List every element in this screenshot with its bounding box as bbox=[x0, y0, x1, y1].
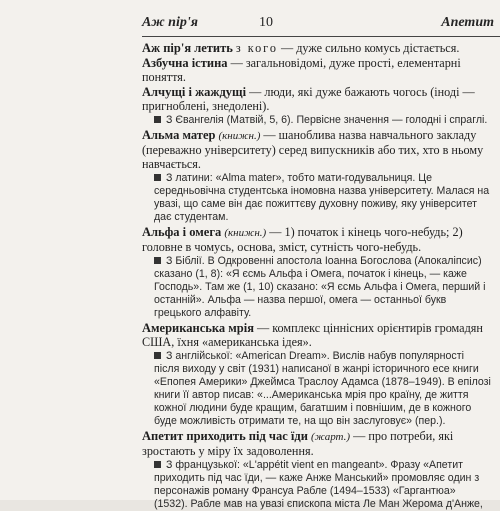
entry bbox=[142, 85, 492, 113]
entry-grammar: (книжн.) bbox=[218, 130, 261, 142]
entry-definition: — комплекс ціннісних орієнтирів громадян США, їхня «американська ідея». bbox=[142, 321, 483, 349]
entry-headword: Азбучна істина bbox=[142, 56, 228, 70]
entry-definition: — шаноблива назва навчального закладу (переважно університету) серед випускників або тих, хто в ньому навчається. bbox=[142, 128, 484, 171]
header-rule bbox=[142, 36, 500, 37]
entry-headword: Альфа і омега bbox=[142, 225, 222, 239]
square-bullet-icon bbox=[154, 174, 161, 181]
entry bbox=[142, 128, 492, 171]
entry-grammar: (жарт.) bbox=[310, 431, 351, 443]
entry-note: З Біблії. В Одкровенні апостола Іоанна Богослова (Апокаліпсис) сказано (1, 8): «Я єсмь Альфа і Омега, початок і кінець, — каже Господь». Там же (1, 10) сказано: «Я єсмь Альфа і Омега, перший і останній». Альфа — назва першої, омега — останньої букв грецького алфавіту. bbox=[154, 255, 486, 319]
entry-headword: Апетит приходить під час їди bbox=[142, 429, 308, 443]
entry-definition: — люди, які дуже бажають чогось (іноді — пригноблені, знедолені). bbox=[142, 85, 475, 113]
entry-definition: — дуже сильно комусь дістається. bbox=[277, 41, 460, 55]
dictionary-body bbox=[142, 40, 492, 511]
entry-definition: — про потреби, які зростають у міру їх задоволення. bbox=[142, 429, 454, 458]
entry bbox=[142, 41, 492, 55]
entry-definition: — загальновідомі, дуже прості, елементарні поняття. bbox=[142, 56, 461, 84]
entry-note: З англійської: «American Dream». Вислів набув популярності після виходу у світ (1931) написаної в жанрі історичного есе книги «Епопея Америки» Джеймса Трaслоу Адамса (1878–1949). В епілозі книги її автор писав: «...Американська мрія про країну, де життя кожної людини буде кращим, багатшим і повнішим, де в кожного буде можливість отримати те, на що він заслуговує» (пер.). bbox=[154, 350, 491, 427]
entry bbox=[142, 321, 492, 349]
header-right-word: Апетит bbox=[441, 15, 494, 30]
entry-headword: Альма матер bbox=[142, 128, 216, 142]
entry-grammar: (книжн.) bbox=[224, 227, 267, 239]
entry bbox=[142, 56, 492, 84]
entry-note: З французької: «L'appétit vient en mangeant». Фразу «Апетит приходить під час їди, — каже Анже Манський» промовляє один з персонажів роману Франсуа Рабле (1494–1533) «Гаргантюа» (1532). Рабле мав на увазі єпископа міста Ле Ман Жерома д'Анже, bbox=[154, 459, 483, 510]
entry-definition: — 1) початок і кінець чого-небудь; 2) головне в чомусь, основа, зміст, сутність чого-небудь. bbox=[142, 225, 463, 254]
running-header bbox=[142, 15, 494, 37]
entry-note: З латини: «Alma mater», тобто мати-годувальниця. Це середньовічна студентська іномовна назва університету. Малася на увазі, що саме він дає пожиттєву духовну поживу, яку університет дає студентам. bbox=[154, 172, 490, 223]
entry-spaced: з кого bbox=[235, 41, 278, 55]
square-bullet-icon bbox=[154, 352, 161, 359]
page-number: 10 bbox=[259, 15, 273, 30]
entry bbox=[142, 225, 492, 254]
entry-note: З Євангелія (Матвій, 5, 6). Первісне значення — голодні і спраглі. bbox=[142, 114, 492, 127]
entry-headword: Алчущі і жаждущі bbox=[142, 85, 247, 99]
header-left-word: Аж пір'я bbox=[142, 15, 198, 30]
entry bbox=[142, 429, 492, 458]
entry-headword: Аж пір'я летить bbox=[142, 41, 233, 55]
square-bullet-icon bbox=[154, 257, 161, 264]
square-bullet-icon bbox=[154, 116, 161, 123]
square-bullet-icon bbox=[154, 461, 161, 468]
entry-headword: Американська мрія bbox=[142, 321, 254, 335]
